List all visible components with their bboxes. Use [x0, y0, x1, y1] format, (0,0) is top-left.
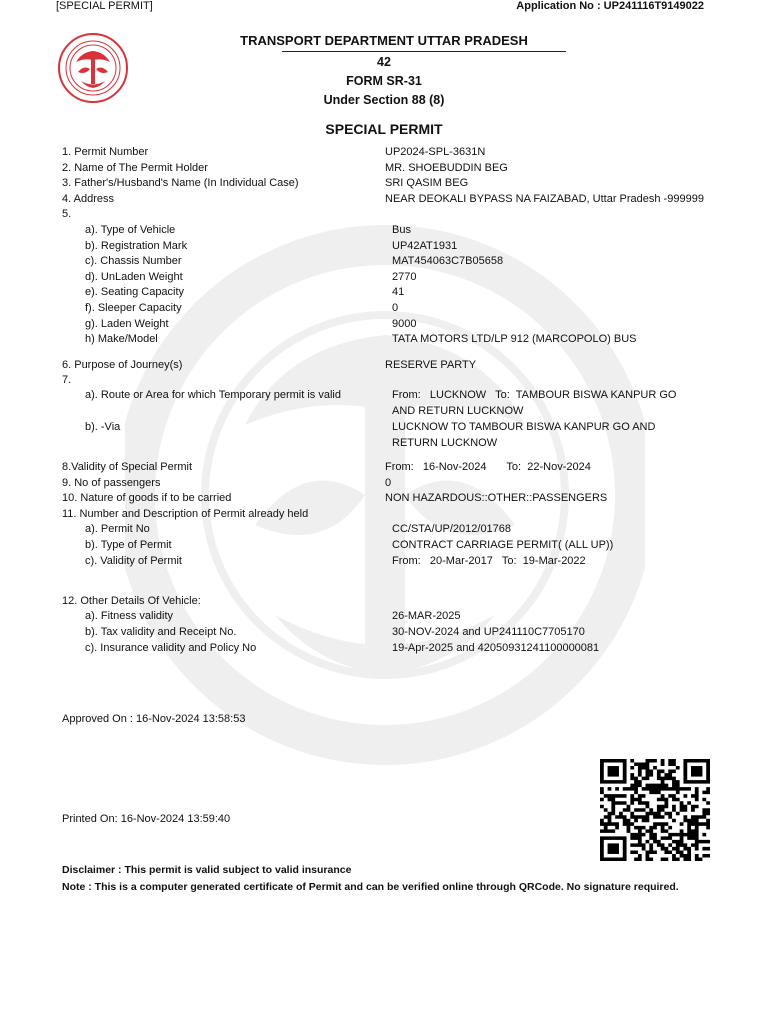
validity-to: 22-Nov-2024 — [527, 461, 591, 473]
tax-value: 30-NOV-2024 and UP241110C7705170 — [392, 626, 585, 638]
via-value: LUCKNOW TO TAMBOUR BISWA KANPUR GO AND RETURN LUCKNOW — [392, 421, 656, 449]
registration-value: UP42AT1931 — [392, 240, 458, 252]
approved-on: Approved On : 16-Nov-2024 13:58:53 — [62, 713, 246, 725]
registration-label: b). Registration Mark — [85, 240, 188, 252]
insurance-label: c). Insurance validity and Policy No — [85, 642, 257, 654]
route-label: a). Route or Area for which Temporary permit is valid — [85, 389, 341, 401]
route-from-label: From: — [392, 389, 421, 401]
existing-validity-from: 20-Mar-2017 — [429, 555, 493, 567]
chassis-label: c). Chassis Number — [85, 255, 182, 267]
form-title: FORM SR-31 — [346, 74, 422, 88]
section-title: Under Section 88 (8) — [323, 93, 445, 107]
laden-weight-label: g). Laden Weight — [85, 318, 169, 330]
existing-permit-validity-value — [392, 554, 586, 568]
qr-code[interactable] — [600, 759, 710, 861]
route-value — [392, 387, 692, 419]
passengers-value: 0 — [385, 477, 392, 489]
existing-validity-from-label: From: — [392, 555, 421, 567]
address-value: NEAR DEOKALI BYPASS NA FAIZABAD, Uttar Pradesh -999999 — [385, 193, 704, 205]
seating-capacity-value: 41 — [392, 286, 405, 298]
seating-capacity-label: e). Seating Capacity — [85, 286, 185, 298]
department-title: TRANSPORT DEPARTMENT UTTAR PRADESH — [240, 33, 528, 48]
route-from: LUCKNOW — [429, 389, 487, 401]
existing-permit-no-value: CC/STA/UP/2012/01768 — [392, 523, 512, 535]
passengers-label: 9. No of passengers — [62, 477, 161, 489]
vehicle-type-value: Bus — [392, 224, 411, 236]
document-title: SPECIAL PERMIT — [325, 121, 443, 137]
make-model-label: h) Make/Model — [85, 333, 158, 345]
printed-on: Printed On: 16-Nov-2024 13:59:40 — [62, 813, 231, 825]
existing-validity-to: 19-Mar-2022 — [522, 555, 586, 567]
vehicle-type-label: a). Type of Vehicle — [85, 224, 176, 236]
application-number: Application No : UP241116T9149022 — [516, 0, 704, 12]
vehicle-section-label: 5. — [62, 208, 72, 220]
title-divider — [282, 51, 566, 52]
via-label: b). -Via — [85, 421, 121, 433]
office-code: 42 — [377, 55, 391, 69]
permit-number-label: 1. Permit Number — [62, 146, 149, 158]
route-to-label: To: — [495, 389, 510, 401]
route-to: TAMBOUR BISWA KANPUR GO AND RETURN LUCKNOW — [392, 389, 677, 417]
route-section-label: 7. — [62, 374, 72, 386]
father-name-value: SRI QASIM BEG — [385, 177, 469, 189]
validity-from-label: From: — [385, 461, 414, 473]
validity-to-label: To: — [506, 461, 522, 473]
other-details-label: 12. Other Details Of Vehicle: — [62, 595, 201, 607]
fitness-label: a). Fitness validity — [85, 610, 174, 622]
existing-permit-type-value: CONTRACT CARRIAGE PERMIT( (ALL UP)) — [392, 539, 614, 551]
chassis-value: MAT454063C7B05658 — [392, 255, 504, 267]
permit-number-value: UP2024-SPL-3631N — [385, 146, 486, 158]
existing-permit-label: 11. Number and Description of Permit already held — [62, 508, 309, 520]
validity-label: 8.Validity of Special Permit — [62, 461, 193, 473]
tax-label: b). Tax validity and Receipt No. — [85, 626, 237, 638]
note: Note : This is a computer generated certificate of Permit and can be verified online through QRCode. No signature required. — [62, 881, 679, 893]
fitness-value: 26-MAR-2025 — [392, 610, 461, 622]
existing-permit-type-label: b). Type of Permit — [85, 539, 172, 551]
insurance-value: 19-Apr-2025 and 42050931241100000081 — [392, 642, 600, 654]
unladen-weight-label: d). UnLaden Weight — [85, 271, 183, 283]
purpose-value: RESERVE PARTY — [385, 359, 477, 371]
unladen-weight-value: 2770 — [392, 271, 417, 283]
goods-value: NON HAZARDOUS::OTHER::PASSENGERS — [385, 492, 608, 504]
existing-permit-no-label: a). Permit No — [85, 523, 150, 535]
goods-label: 10. Nature of goods if to be carried — [62, 492, 232, 504]
disclaimer: Disclaimer : This permit is valid subject to valid insurance — [62, 864, 352, 876]
purpose-label: 6. Purpose of Journey(s) — [62, 359, 183, 371]
validity-value — [385, 460, 591, 474]
holder-name-value: MR. SHOEBUDDIN BEG — [385, 162, 508, 174]
father-name-label: 3. Father's/Husband's Name (In Individual Case) — [62, 177, 299, 189]
make-model-value: TATA MOTORS LTD/LP 912 (MARCOPOLO) BUS — [392, 333, 637, 345]
address-label: 4. Address — [62, 193, 114, 205]
sleeper-capacity-label: f). Sleeper Capacity — [85, 302, 182, 314]
permit-type-tag: [SPECIAL PERMIT] — [56, 0, 153, 12]
holder-name-label: 2. Name of The Permit Holder — [62, 162, 208, 174]
validity-from: 16-Nov-2024 — [422, 461, 487, 473]
laden-weight-value: 9000 — [392, 318, 417, 330]
sleeper-capacity-value: 0 — [392, 302, 399, 314]
existing-validity-to-label: To: — [501, 555, 517, 567]
existing-permit-validity-label: c). Validity of Permit — [85, 555, 182, 567]
